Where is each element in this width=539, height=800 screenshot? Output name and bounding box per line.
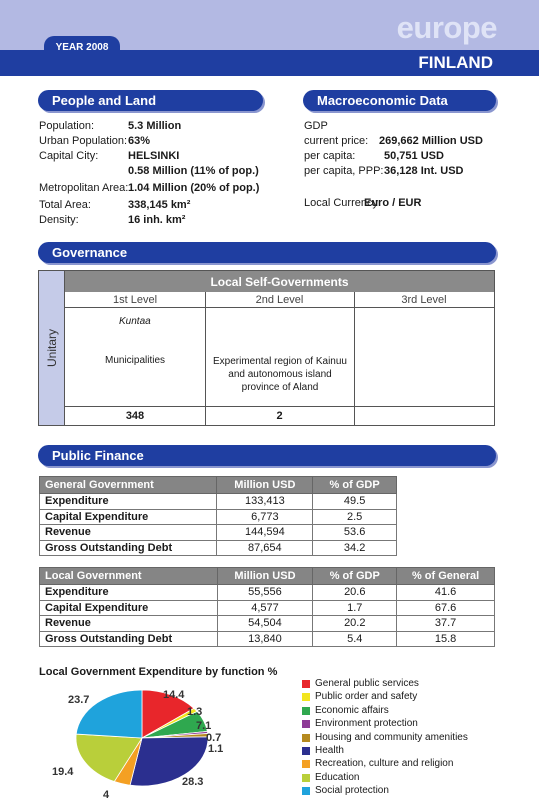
level-2-header: 2nd Level: [205, 292, 354, 308]
people-value: 63%: [128, 135, 151, 147]
people-label: Metropolitan Area:: [39, 182, 129, 194]
level-3-header: 3rd Level: [354, 292, 494, 308]
table-row: [40, 540, 397, 556]
pie-value-label: 28.3: [182, 776, 204, 788]
pie-value-label: 23.7: [68, 694, 90, 706]
pie-value-label: 4: [103, 789, 110, 800]
table-cell: 87,654: [217, 540, 313, 556]
legend-swatch: [302, 707, 310, 715]
people-data: [39, 119, 289, 229]
legend-swatch: [302, 774, 310, 782]
table-row: [40, 600, 495, 616]
legend-swatch: [302, 734, 310, 742]
legend-swatch: [302, 693, 310, 701]
legend-item: [302, 731, 468, 744]
legend-item: [302, 690, 468, 703]
table-cell: 20.6: [313, 585, 397, 601]
people-value: 1.04 Million (20% of pop.): [128, 182, 260, 194]
legend-label: Public order and safety: [315, 691, 418, 703]
legend-label: Social protection: [315, 785, 389, 797]
table-row: [40, 631, 495, 647]
table-cell: Expenditure: [40, 494, 217, 510]
table-header: Local Government: [40, 568, 218, 585]
table-row: [40, 525, 397, 541]
legend-item: [302, 677, 468, 690]
macro-value: 269,662 Million USD: [379, 135, 483, 147]
people-label: Total Area:: [39, 199, 91, 211]
table-cell: 13,840: [217, 631, 313, 647]
legend-label: Recreation, culture and religion: [315, 758, 454, 770]
table-cell: Capital Expenditure: [40, 600, 218, 616]
legend-item: [302, 704, 468, 717]
table-cell: Gross Outstanding Debt: [40, 540, 217, 556]
legend-label: Environment protection: [315, 718, 418, 730]
table-cell: 15.8: [397, 631, 495, 647]
local-self-governments-header: Local Self-Governments: [65, 271, 494, 292]
table-header: % of GDP: [313, 568, 397, 585]
table-cell: Gross Outstanding Debt: [40, 631, 218, 647]
level-2-name: Experimental region of Kainuu and autonomous island province of Aland: [213, 356, 347, 393]
macro-section-header: Macroeconomic Data: [303, 90, 496, 111]
legend-swatch: [302, 680, 310, 688]
macro-data: [304, 119, 504, 219]
table-cell: 5.4: [313, 631, 397, 647]
people-section-header: People and Land: [38, 90, 263, 111]
table-cell: 4,577: [217, 600, 313, 616]
table-cell: Expenditure: [40, 585, 218, 601]
finance-section-header: Public Finance: [38, 445, 496, 466]
legend-label: Housing and community amenities: [315, 731, 468, 743]
table-cell: 34.2: [313, 540, 397, 556]
level-1-local-name: Kuntaa: [119, 316, 151, 327]
chart-title: Local Government Expenditure by function %: [39, 666, 278, 678]
region-title: europe: [396, 10, 497, 45]
level-1-header: 1st Level: [65, 292, 205, 308]
legend-swatch: [302, 720, 310, 728]
table-cell: 37.7: [397, 616, 495, 632]
legend-swatch: [302, 747, 310, 755]
legend-label: Economic affairs: [315, 704, 389, 716]
people-label: Density:: [39, 214, 79, 226]
expenditure-pie-chart: [0, 680, 300, 800]
table-header: Million USD: [217, 568, 313, 585]
macro-label: per capita:: [304, 150, 356, 162]
table-cell: Capital Expenditure: [40, 509, 217, 525]
table-row: [40, 616, 495, 632]
legend-item: [302, 784, 468, 797]
legend-swatch: [302, 787, 310, 795]
table-row: [40, 509, 397, 525]
people-value: 16 inh. km²: [128, 214, 186, 226]
pie-value-label: 0.7: [206, 732, 222, 744]
people-value: 338,145 km²: [128, 199, 191, 211]
table-header: % of General: [397, 568, 495, 585]
legend-item: [302, 744, 468, 757]
table-cell: 20.2: [313, 616, 397, 632]
country-title: FINLAND: [418, 53, 493, 72]
unitary-label: Unitary: [45, 328, 59, 368]
local-government-table: [39, 567, 495, 647]
table-cell: Revenue: [40, 525, 217, 541]
level-2-count: 2: [276, 410, 283, 422]
general-government-table: [39, 476, 397, 556]
table-cell: 133,413: [217, 494, 313, 510]
table-cell: 6,773: [217, 509, 313, 525]
legend-item: [302, 717, 468, 730]
level-1-name: Municipalities: [104, 355, 166, 366]
legend-label: General public services: [315, 678, 419, 689]
pie-value-label: 19.4: [52, 766, 74, 778]
people-label: Population:: [39, 120, 95, 132]
gov-divider: [65, 406, 494, 407]
people-value: 5.3 Million: [128, 120, 182, 132]
table-cell: 53.6: [313, 525, 397, 541]
macro-value: 50,751 USD: [384, 150, 444, 162]
legend-label: Health: [315, 744, 344, 756]
pie-value-label: 1.1: [208, 743, 224, 755]
governance-section-header: Governance: [38, 242, 496, 263]
table-row: [40, 494, 397, 510]
pie-value-label: 14.4: [163, 689, 185, 701]
level-1-count: 348: [125, 410, 145, 422]
year-tab: YEAR 2008: [44, 36, 120, 58]
macro-label: current price:: [304, 135, 369, 147]
macro-label: per capita, PPP:: [304, 165, 384, 177]
legend-item: [302, 757, 468, 770]
gdp-label: GDP: [304, 120, 328, 132]
table-cell: 54,504: [217, 616, 313, 632]
legend-item: [302, 771, 468, 784]
chart-legend: [302, 677, 468, 798]
table-cell: 67.6: [397, 600, 495, 616]
table-row: [40, 585, 495, 601]
governance-table: [38, 270, 495, 426]
table-cell: 1.7: [313, 600, 397, 616]
table-cell: 49.5: [313, 494, 397, 510]
table-cell: 55,556: [217, 585, 313, 601]
table-header: General Government: [40, 477, 217, 494]
table-header: % of GDP: [313, 477, 397, 494]
table-cell: Revenue: [40, 616, 218, 632]
people-value: 0.58 Million (11% of pop.): [128, 165, 259, 177]
table-header: Million USD: [217, 477, 313, 494]
pie-value-label: 1.3: [187, 706, 203, 718]
table-cell: 41.6: [397, 585, 495, 601]
people-label: Urban Population:: [39, 135, 128, 147]
table-cell: 2.5: [313, 509, 397, 525]
people-label: Capital City:: [39, 150, 99, 162]
macro-value: 36,128 Int. USD: [384, 165, 464, 177]
pie-value-label: 7.1: [196, 720, 212, 732]
currency-value: Euro / EUR: [364, 197, 422, 209]
legend-label: Education: [315, 771, 360, 783]
table-cell: 144,594: [217, 525, 313, 541]
currency-label: Local Currency:: [304, 197, 382, 209]
legend-swatch: [302, 760, 310, 768]
people-value: HELSINKI: [128, 150, 180, 162]
unitary-label-cell: [39, 271, 65, 425]
